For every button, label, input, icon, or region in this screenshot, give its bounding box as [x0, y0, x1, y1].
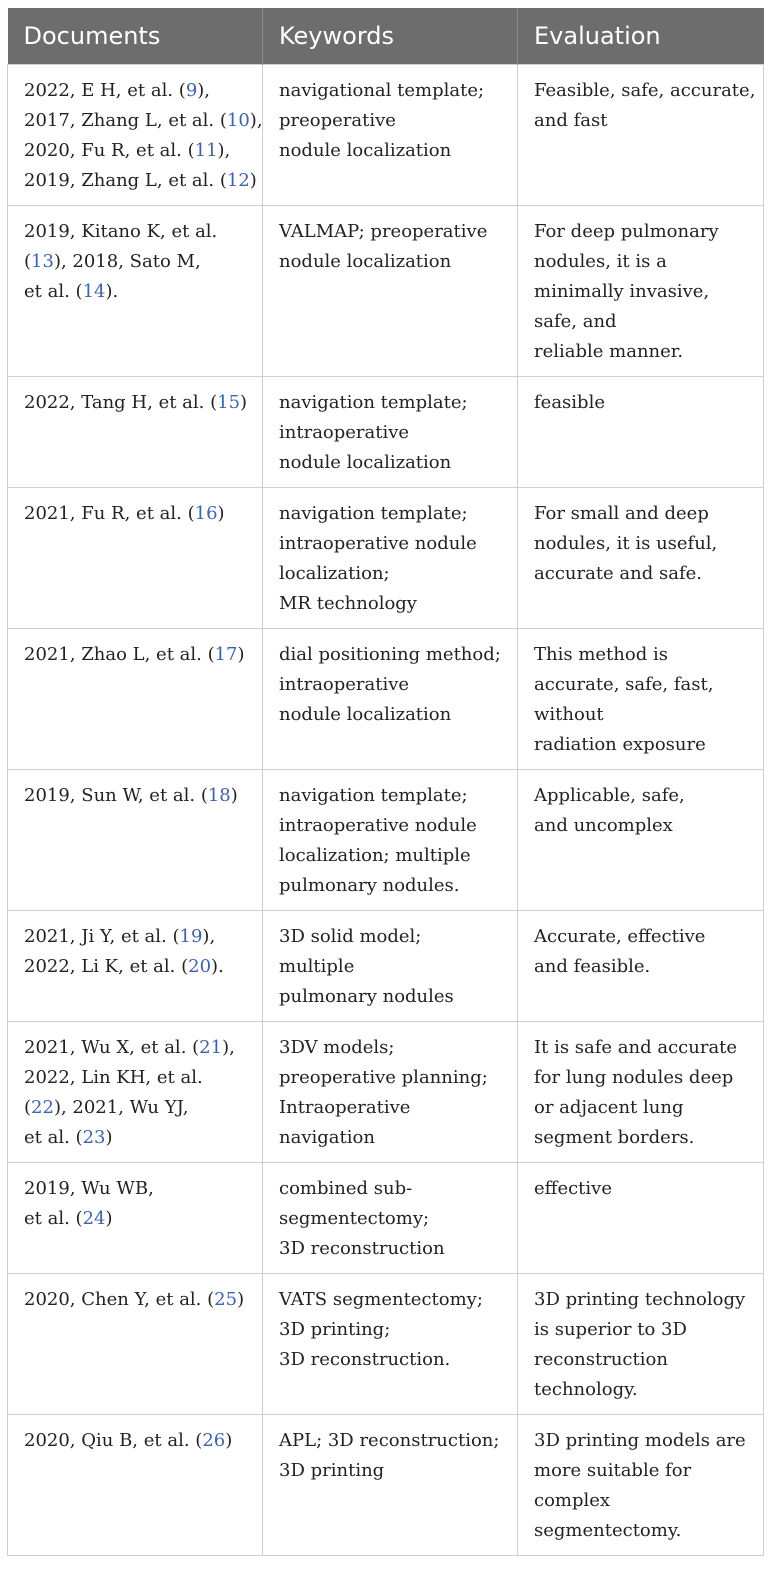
- documents-line: [24, 1123, 252, 1153]
- evaluation-cell: [518, 1273, 764, 1414]
- documents-text: (: [24, 1096, 32, 1118]
- documents-text: ),: [217, 139, 231, 161]
- documents-cell: [8, 1021, 263, 1162]
- keywords-line: localization;: [279, 562, 390, 584]
- evaluation-line: accurate, safe, fast,: [534, 673, 714, 695]
- documents-line: [24, 247, 252, 277]
- keywords-cell: [263, 487, 518, 628]
- keywords-line: nodule localization: [279, 451, 452, 473]
- documents-line: [24, 1285, 252, 1315]
- evaluation-line: complex: [534, 1489, 611, 1511]
- evaluation-line: 3D printing models are: [534, 1429, 746, 1451]
- keywords-line: 3D reconstruction: [279, 1237, 445, 1259]
- evaluation-line: 3D printing technology: [534, 1288, 746, 1310]
- documents-text: 2019, Zhang L, et al. (: [24, 169, 227, 191]
- evaluation-line: and fast: [534, 109, 608, 131]
- reference-link[interactable]: 17: [214, 643, 238, 665]
- keywords-line: intraoperative: [279, 673, 410, 695]
- documents-text: ): [105, 1207, 113, 1229]
- documents-text: 2019, Kitano K, et al.: [24, 220, 218, 242]
- documents-text: (: [24, 250, 32, 272]
- keywords-line: 3D reconstruction.: [279, 1348, 451, 1370]
- table-row: [8, 769, 764, 910]
- reference-link[interactable]: 20: [188, 955, 212, 977]
- evaluation-line: technology.: [534, 1378, 638, 1400]
- evaluation-line: effective: [534, 1177, 612, 1199]
- documents-cell: [8, 487, 263, 628]
- keywords-line: intraoperative nodule: [279, 814, 477, 836]
- keywords-line: pulmonary nodules.: [279, 874, 460, 896]
- table-row: [8, 910, 764, 1021]
- documents-text: ).: [211, 955, 224, 977]
- reference-link[interactable]: 25: [214, 1288, 238, 1310]
- table-row: [8, 1162, 764, 1273]
- keywords-line: VATS segmentectomy;: [279, 1288, 483, 1310]
- evaluation-line: nodules, it is a: [534, 250, 667, 272]
- keywords-line: pulmonary nodules: [279, 985, 454, 1007]
- documents-text: et al. (: [24, 1126, 83, 1148]
- keywords-cell: [263, 1021, 518, 1162]
- keywords-line: MR technology: [279, 592, 417, 614]
- documents-text: 2019, Wu WB,: [24, 1177, 154, 1199]
- documents-text: 2020, Fu R, et al. (: [24, 139, 195, 161]
- reference-link[interactable]: 12: [226, 169, 250, 191]
- documents-cell: [8, 910, 263, 1021]
- keywords-cell: [263, 64, 518, 205]
- header-row: [8, 8, 764, 64]
- documents-line: [24, 1063, 252, 1093]
- keywords-line: APL; 3D reconstruction;: [279, 1429, 500, 1451]
- reference-link[interactable]: 13: [31, 250, 54, 272]
- documents-text: 2017, Zhang L, et al. (: [24, 109, 227, 131]
- reference-link[interactable]: 21: [199, 1036, 223, 1058]
- evaluation-cell: [518, 64, 764, 205]
- documents-cell: [8, 376, 263, 487]
- header-keywords: Keywords: [263, 8, 518, 64]
- evaluation-cell: [518, 1021, 764, 1162]
- documents-cell: [8, 628, 263, 769]
- keywords-line: preoperative planning;: [279, 1066, 488, 1088]
- reference-link[interactable]: 22: [31, 1096, 54, 1118]
- keywords-line: nodule localization: [279, 703, 452, 725]
- table-row: [8, 1021, 764, 1162]
- documents-text: ),: [249, 109, 263, 131]
- documents-text: ), 2021, Wu YJ,: [53, 1096, 189, 1118]
- documents-line: [24, 922, 252, 952]
- documents-line: [24, 166, 257, 196]
- evaluation-line: nodules, it is useful,: [534, 532, 718, 554]
- documents-line: [24, 1033, 252, 1063]
- evaluation-line: reliable manner.: [534, 340, 684, 362]
- documents-text: ): [237, 643, 245, 665]
- evaluation-line: This method is: [534, 643, 668, 665]
- keywords-cell: [263, 376, 518, 487]
- evaluation-line: and uncomplex: [534, 814, 673, 836]
- literature-table: [7, 8, 764, 1556]
- evaluation-line: safe, and: [534, 310, 617, 332]
- keywords-line: navigation: [279, 1126, 375, 1148]
- keywords-cell: [263, 1414, 518, 1555]
- keywords-line: navigation template;: [279, 391, 468, 413]
- evaluation-line: segment borders.: [534, 1126, 695, 1148]
- documents-text: ),: [197, 79, 211, 101]
- evaluation-line: minimally invasive,: [534, 280, 710, 302]
- table-row: [8, 64, 764, 205]
- keywords-line: nodule localization: [279, 139, 452, 161]
- documents-text: et al. (: [24, 1207, 83, 1229]
- documents-line: [24, 388, 252, 418]
- keywords-line: Intraoperative: [279, 1096, 411, 1118]
- evaluation-cell: [518, 628, 764, 769]
- keywords-line: 3DV models;: [279, 1036, 395, 1058]
- reference-link[interactable]: 15: [217, 391, 241, 413]
- reference-link[interactable]: 9: [185, 79, 198, 101]
- documents-text: 2021, Zhao L, et al. (: [24, 643, 215, 665]
- documents-text: 2022, Tang H, et al. (: [24, 391, 218, 413]
- evaluation-line: reconstruction: [534, 1348, 668, 1370]
- documents-line: [24, 640, 252, 670]
- reference-link[interactable]: 24: [82, 1207, 106, 1229]
- evaluation-cell: [518, 487, 764, 628]
- table-row: [8, 205, 764, 376]
- keywords-line: 3D solid model;: [279, 925, 422, 947]
- evaluation-cell: [518, 205, 764, 376]
- documents-line: [24, 781, 252, 811]
- documents-line: [24, 136, 252, 166]
- reference-link[interactable]: 23: [82, 1126, 106, 1148]
- documents-text: ).: [105, 280, 119, 302]
- keywords-line: navigation template;: [279, 502, 468, 524]
- documents-text: ): [230, 784, 238, 806]
- documents-text: 2019, Sun W, et al. (: [24, 784, 208, 806]
- keywords-cell: [263, 1273, 518, 1414]
- evaluation-line: feasible: [534, 391, 605, 413]
- evaluation-line: segmentectomy.: [534, 1519, 682, 1541]
- documents-cell: [8, 769, 263, 910]
- keywords-line: intraoperative nodule: [279, 532, 477, 554]
- keywords-line: navigation template;: [279, 784, 468, 806]
- reference-link[interactable]: 14: [82, 280, 106, 302]
- documents-text: 2020, Chen Y, et al. (: [24, 1288, 215, 1310]
- table-body: [8, 64, 764, 1555]
- keywords-line: localization; multiple: [279, 844, 471, 866]
- documents-text: 2022, Li K, et al. (: [24, 955, 189, 977]
- documents-line: [24, 952, 252, 982]
- table-row: [8, 1414, 764, 1555]
- reference-link[interactable]: 19: [179, 925, 203, 947]
- reference-link[interactable]: 16: [194, 502, 218, 524]
- evaluation-line: without: [534, 703, 604, 725]
- keywords-line: multiple: [279, 955, 355, 977]
- header-documents: Documents: [8, 8, 263, 64]
- keywords-line: segmentectomy;: [279, 1207, 430, 1229]
- documents-text: ): [240, 391, 248, 413]
- reference-link[interactable]: 10: [226, 109, 250, 131]
- documents-text: ): [105, 1126, 113, 1148]
- keywords-cell: [263, 628, 518, 769]
- keywords-line: navigational template;: [279, 79, 485, 101]
- documents-text: ), 2018, Sato M,: [53, 250, 201, 272]
- documents-text: 2022, Lin KH, et al.: [24, 1066, 203, 1088]
- documents-text: 2021, Wu X, et al. (: [24, 1036, 200, 1058]
- table-row: [8, 628, 764, 769]
- documents-text: ),: [222, 1036, 235, 1058]
- documents-line: [24, 277, 252, 307]
- keywords-cell: [263, 1162, 518, 1273]
- documents-line: [24, 106, 263, 136]
- documents-text: 2020, Qiu B, et al. (: [24, 1429, 203, 1451]
- documents-text: ): [237, 1288, 245, 1310]
- documents-text: 2021, Ji Y, et al. (: [24, 925, 180, 947]
- header-evaluation: Evaluation: [518, 8, 764, 64]
- evaluation-cell: [518, 1414, 764, 1555]
- evaluation-line: Accurate, effective: [534, 925, 706, 947]
- keywords-line: combined sub-: [279, 1177, 413, 1199]
- documents-line: [24, 1093, 252, 1123]
- evaluation-line: For deep pulmonary: [534, 220, 719, 242]
- evaluation-line: accurate and safe.: [534, 562, 703, 584]
- keywords-line: nodule localization: [279, 250, 452, 272]
- documents-text: 2021, Fu R, et al. (: [24, 502, 195, 524]
- reference-link[interactable]: 26: [202, 1429, 226, 1451]
- evaluation-line: For small and deep: [534, 502, 709, 524]
- evaluation-line: and feasible.: [534, 955, 651, 977]
- documents-line: [24, 217, 252, 247]
- reference-link[interactable]: 11: [194, 139, 218, 161]
- keywords-cell: [263, 205, 518, 376]
- documents-cell: [8, 1162, 263, 1273]
- documents-cell: [8, 1273, 263, 1414]
- evaluation-line: more suitable for: [534, 1459, 692, 1481]
- documents-text: ): [249, 169, 257, 191]
- keywords-line: intraoperative: [279, 421, 410, 443]
- evaluation-line: is superior to 3D: [534, 1318, 687, 1340]
- evaluation-cell: [518, 769, 764, 910]
- table-row: [8, 376, 764, 487]
- documents-text: ): [217, 502, 225, 524]
- documents-text: et al. (: [24, 280, 83, 302]
- documents-text: ): [225, 1429, 233, 1451]
- documents-text: 2022, E H, et al. (: [24, 79, 186, 101]
- keywords-line: dial positioning method;: [279, 643, 501, 665]
- evaluation-line: or adjacent lung: [534, 1096, 684, 1118]
- keywords-cell: [263, 910, 518, 1021]
- documents-line: [24, 76, 252, 106]
- evaluation-line: Feasible, safe, accurate,: [534, 79, 756, 101]
- documents-cell: [8, 64, 263, 205]
- documents-line: [24, 499, 252, 529]
- keywords-line: preoperative: [279, 109, 396, 131]
- evaluation-line: Applicable, safe,: [534, 784, 685, 806]
- evaluation-line: It is safe and accurate: [534, 1036, 738, 1058]
- documents-cell: [8, 205, 263, 376]
- documents-cell: [8, 1414, 263, 1555]
- evaluation-cell: [518, 910, 764, 1021]
- keywords-line: 3D printing;: [279, 1318, 391, 1340]
- documents-line: [24, 1426, 252, 1456]
- evaluation-line: for lung nodules deep: [534, 1066, 734, 1088]
- keywords-line: VALMAP; preoperative: [279, 220, 488, 242]
- keywords-line: 3D printing: [279, 1459, 385, 1481]
- evaluation-cell: [518, 1162, 764, 1273]
- documents-text: ),: [202, 925, 216, 947]
- evaluation-line: radiation exposure: [534, 733, 706, 755]
- table-row: [8, 487, 764, 628]
- keywords-cell: [263, 769, 518, 910]
- evaluation-cell: [518, 376, 764, 487]
- documents-line: [24, 1204, 252, 1234]
- documents-line: [24, 1174, 252, 1204]
- table-row: [8, 1273, 764, 1414]
- reference-link[interactable]: 18: [207, 784, 231, 806]
